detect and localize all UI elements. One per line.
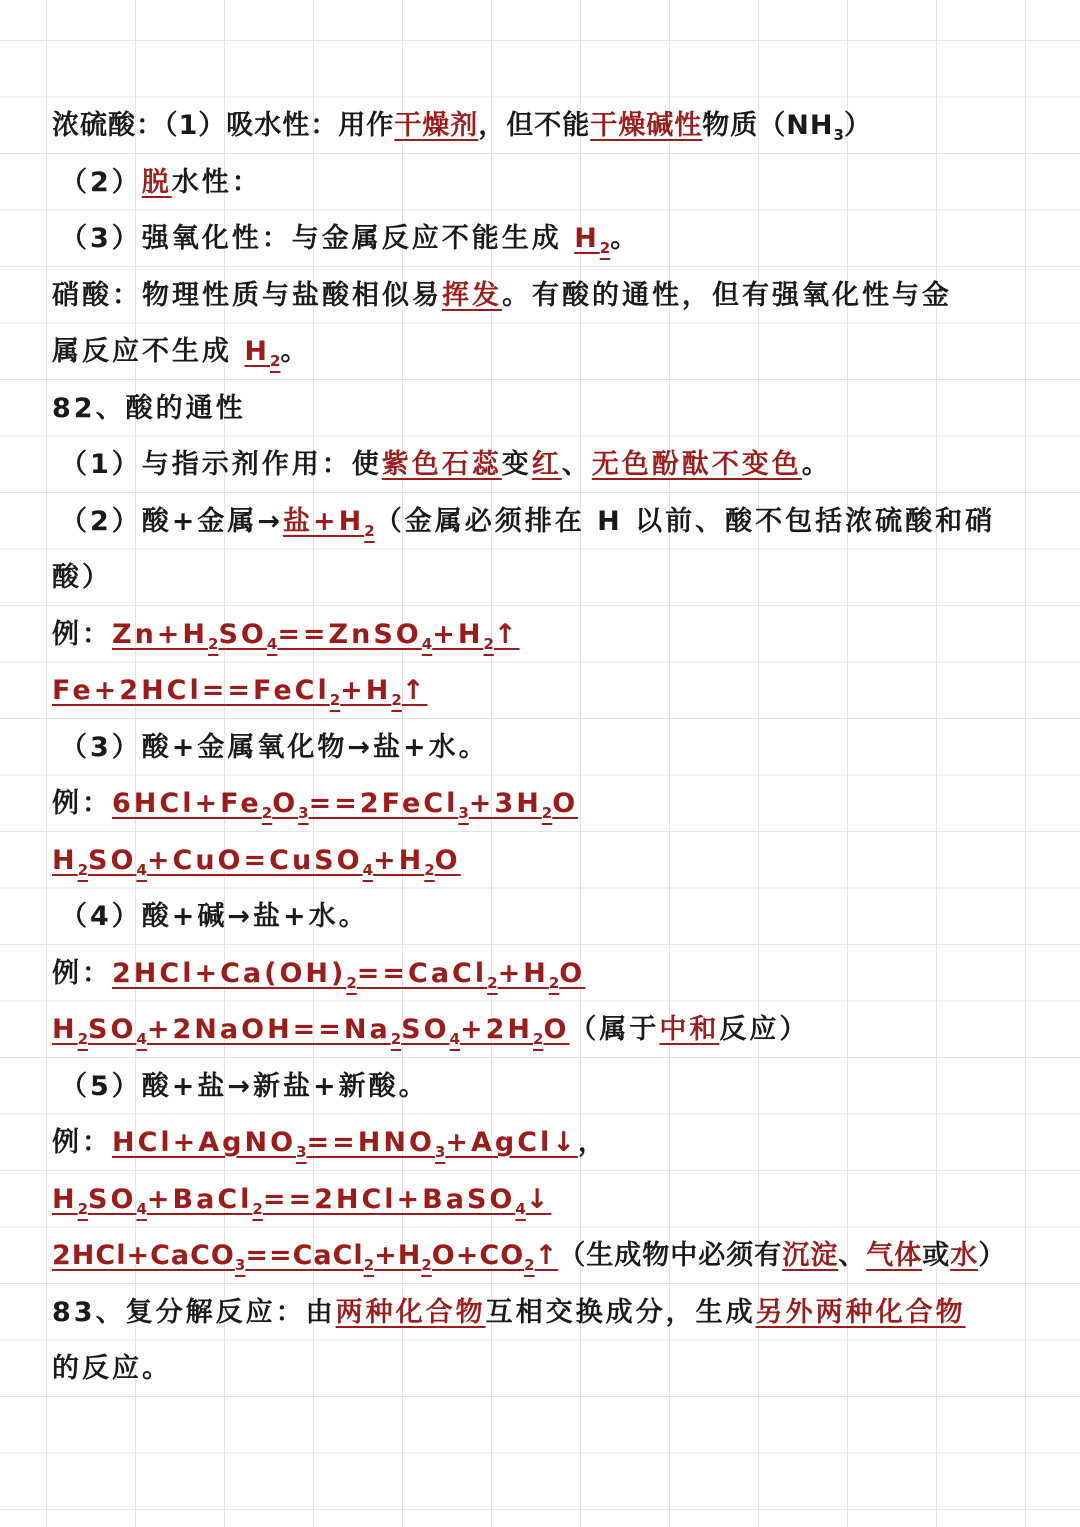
body-text: 变	[501, 449, 532, 480]
body-text: 。	[801, 449, 832, 480]
body-text: （2）	[60, 166, 142, 198]
subscript: 2	[541, 804, 553, 822]
body-text: （4）酸+碱→盐+水。	[60, 901, 369, 932]
body-text: ）	[843, 110, 872, 141]
subscript: 2	[421, 1256, 432, 1274]
body-text: 互相交换成分，生成	[485, 1296, 756, 1328]
answer-text: O	[559, 957, 586, 989]
answer-text: SO	[401, 1014, 450, 1045]
body-text: 物质（NH	[702, 110, 834, 141]
answer-text: ↑	[401, 675, 428, 706]
body-text: 、	[838, 1240, 867, 1271]
body-text: （属于	[569, 1014, 660, 1045]
text-line	[52, 720, 1032, 777]
body-text: 例：	[52, 618, 112, 650]
answer-text: SO	[88, 1014, 137, 1045]
body-text: （5）酸+盐→新盐+新酸。	[60, 1070, 429, 1102]
answer-text: ==CaCl	[245, 1240, 364, 1271]
answer-text: SO	[88, 844, 137, 876]
text-line	[52, 98, 1032, 155]
body-text: 。	[280, 336, 311, 367]
answer-text: 紫色石蕊	[381, 449, 502, 480]
body-text: 或	[922, 1240, 951, 1271]
subscript: 3	[833, 126, 844, 144]
body-text: 。有酸的通性，但有强氧化性与金	[502, 279, 952, 311]
subscript: 4	[362, 860, 373, 879]
subscript: 2	[424, 860, 435, 879]
answer-text: SO	[218, 618, 267, 650]
subscript: 4	[515, 1199, 526, 1218]
body-text: 例：	[52, 1127, 112, 1158]
answer-text: H	[244, 336, 271, 367]
subscript: 2	[77, 1030, 89, 1048]
answer-text: +H	[432, 618, 484, 650]
answer-text: 干燥剂	[394, 110, 479, 141]
body-text: 反应）	[719, 1014, 810, 1045]
body-text: （金属必须排在 H 以前、酸不包括浓硫酸和硝	[374, 505, 996, 537]
answer-text: 红	[531, 449, 562, 480]
body-text: ，但不能	[478, 110, 591, 141]
subscript: 4	[136, 1030, 147, 1048]
answer-text: 气体	[866, 1240, 923, 1271]
answer-text: 6HCl+Fe	[112, 788, 262, 819]
text-line	[52, 211, 1032, 268]
text-line	[52, 607, 1032, 664]
subscript: 2	[252, 1199, 263, 1218]
answer-text: HCl+AgNO	[112, 1127, 297, 1158]
subscript: 2	[487, 973, 498, 992]
answer-text: 盐+H	[283, 505, 365, 537]
answer-text: O	[434, 844, 461, 876]
body-text: 酸）	[52, 562, 112, 593]
text-line	[52, 437, 1032, 494]
answer-text: ↑	[534, 1240, 559, 1271]
body-text: 。	[610, 223, 641, 254]
text-line	[52, 550, 1032, 607]
body-text: ）	[978, 1240, 1007, 1271]
answer-text: +H	[373, 844, 425, 876]
body-text: 浓硫酸：（1）吸水性：用作	[52, 110, 395, 141]
body-text: 例：	[52, 788, 112, 819]
answer-text: O+CO	[431, 1240, 525, 1271]
text-line	[52, 1115, 1032, 1172]
answer-text: +CuO=CuSO	[146, 844, 363, 876]
text-line	[52, 1059, 1032, 1116]
answer-text: +3H	[468, 788, 542, 819]
body-text: 83、复分解反应：由	[52, 1296, 336, 1328]
answer-text: H	[574, 223, 600, 254]
answer-text: Fe+2HCl==FeCl	[52, 675, 330, 706]
answer-text: O	[552, 788, 579, 819]
document-page	[52, 98, 1032, 1398]
answer-text: 2HCl+Ca(OH)	[112, 957, 347, 989]
body-text: 硝酸：物理性质与盐酸相似易	[52, 279, 442, 311]
text-line	[52, 381, 1032, 438]
answer-text: ↓	[525, 1183, 552, 1215]
answer-text: 另外两种化合物	[755, 1296, 966, 1328]
answer-text: ==CaCl	[356, 957, 488, 989]
text-line	[52, 833, 1032, 890]
subscript: 2	[483, 634, 494, 653]
subscript: 2	[524, 1256, 535, 1274]
answer-text: 干燥碱性	[590, 110, 703, 141]
body-text: （1）与指示剂作用：使	[60, 449, 382, 480]
answer-text: +BaCl	[146, 1183, 253, 1215]
subscript: 2	[77, 1199, 89, 1218]
text-line	[52, 776, 1032, 833]
body-text: 属反应不生成	[52, 336, 245, 367]
answer-text: ==HNO	[306, 1127, 435, 1158]
answer-text: +2NaOH==Na	[146, 1014, 391, 1045]
body-text: 82、酸的通性	[52, 392, 246, 424]
answer-text: Zn+H	[112, 618, 209, 650]
body-text: 、	[561, 449, 592, 480]
answer-text: +H	[340, 675, 392, 706]
body-text: （3）酸+金属氧化物→盐+水。	[60, 731, 489, 763]
subscript: 4	[266, 634, 278, 653]
text-line	[52, 1002, 1032, 1059]
answer-text: O	[543, 1014, 570, 1045]
subscript: 3	[458, 804, 469, 822]
subscript: 2	[364, 521, 375, 540]
subscript: 4	[421, 634, 433, 653]
text-line	[52, 1285, 1032, 1342]
subscript: 2	[270, 352, 281, 370]
answer-text: H	[52, 844, 78, 876]
subscript: 3	[298, 804, 309, 822]
subscript: 2	[391, 691, 402, 709]
answer-text: 无色酚酞不变色	[591, 449, 802, 480]
subscript: 3	[296, 1143, 307, 1161]
subscript: 2	[346, 973, 357, 992]
answer-text: ↑	[493, 618, 520, 650]
answer-text: 沉淀	[782, 1240, 839, 1271]
subscript: 3	[434, 1143, 446, 1161]
subscript: 4	[136, 1199, 147, 1218]
subscript: 2	[599, 239, 611, 257]
answer-text: 水	[950, 1240, 979, 1271]
subscript: 2	[208, 634, 219, 653]
body-text: （生成物中必须有	[558, 1240, 783, 1271]
body-text: （2）酸+金属→	[60, 505, 284, 537]
text-line	[52, 889, 1032, 946]
text-line	[52, 494, 1032, 551]
answer-text: ==2HCl+BaSO	[262, 1183, 516, 1215]
subscript: 2	[77, 860, 89, 879]
text-line	[52, 155, 1032, 212]
subscript: 2	[261, 804, 273, 822]
subscript: 2	[390, 1030, 402, 1048]
subscript: 2	[548, 973, 560, 992]
subscript: 2	[329, 691, 341, 709]
answer-text: H	[52, 1014, 78, 1045]
body-text: 的反应。	[52, 1353, 172, 1384]
text-line	[52, 663, 1032, 720]
answer-text: SO	[88, 1183, 137, 1215]
body-text: 水性：	[171, 166, 262, 198]
answer-text: +2H	[460, 1014, 534, 1045]
answer-text: 2HCl+CaCO	[52, 1240, 235, 1271]
subscript: 4	[136, 860, 147, 879]
body-text: （3）强氧化性：与金属反应不能生成	[60, 223, 575, 254]
body-text: 例：	[52, 957, 112, 989]
subscript: 4	[449, 1030, 461, 1048]
body-text: ，	[577, 1127, 608, 1158]
text-line	[52, 268, 1032, 325]
answer-text: 两种化合物	[335, 1296, 486, 1328]
text-line	[52, 1341, 1032, 1398]
answer-text: ==2FeCl	[308, 788, 459, 819]
subscript: 2	[363, 1256, 375, 1274]
answer-text: H	[52, 1183, 78, 1215]
answer-text: +H	[374, 1240, 422, 1271]
subscript: 3	[234, 1256, 246, 1274]
answer-text: 中和	[659, 1014, 720, 1045]
text-line	[52, 1172, 1032, 1229]
answer-text: 脱	[141, 166, 172, 198]
answer-text: O	[272, 788, 299, 819]
text-line	[52, 324, 1032, 381]
answer-text: +H	[497, 957, 549, 989]
text-line	[52, 946, 1032, 1003]
answer-text: ==ZnSO	[277, 618, 422, 650]
subscript: 2	[533, 1030, 544, 1048]
text-line	[52, 1228, 1032, 1285]
answer-text: +AgCl↓	[445, 1127, 578, 1158]
answer-text: 挥发	[442, 279, 502, 311]
